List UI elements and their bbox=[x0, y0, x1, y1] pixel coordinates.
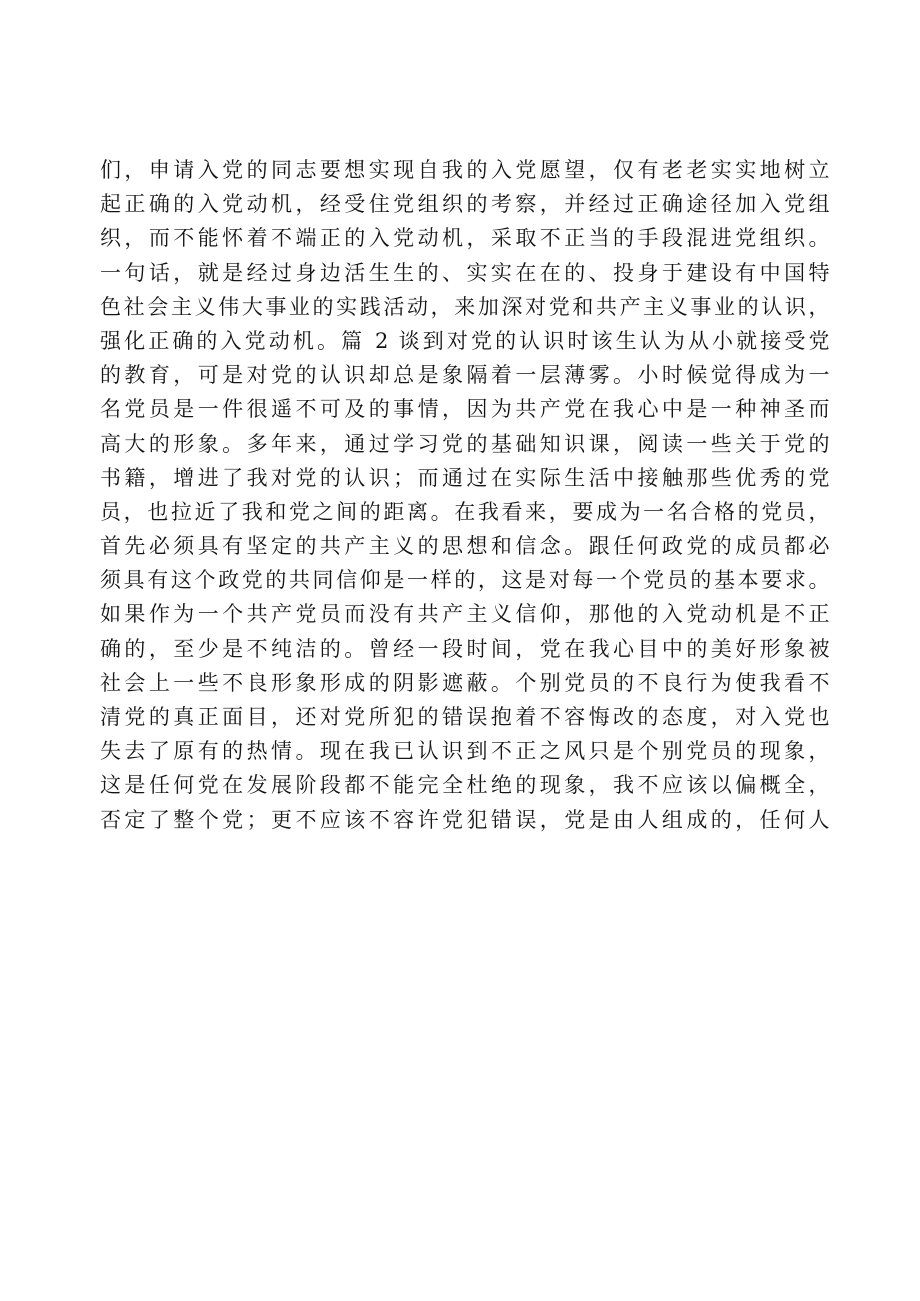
text-line: 确的，至少是不纯洁的。曾经一段时间，党在我心目中的美好形象被 bbox=[100, 636, 830, 661]
text-line: 织，而不能怀着不端正的入党动机，采取不正当的手段混进党组织。 bbox=[100, 226, 830, 251]
text-line: 起正确的入党动机，经受住党组织的考察，并经过正确途径加入党组 bbox=[100, 192, 830, 217]
text-line: 书籍，增进了我对党的认识；而通过在实际生活中接触那些优秀的党 bbox=[100, 465, 830, 490]
text-line: 首先必须具有坚定的共产主义的思想和信念。跟任何政党的成员都必 bbox=[100, 534, 830, 559]
text-line: 员，也拉近了我和党之间的距离。在我看来，要成为一名合格的党员， bbox=[100, 499, 830, 524]
text-line: 们，申请入党的同志要想实现自我的入党愿望，仅有老老实实地树立 bbox=[100, 158, 830, 182]
text-line: 强化正确的入党动机。篇 2 谈到对党的认识时该生认为从小就接受党 bbox=[100, 328, 830, 353]
text-line: 失去了原有的热情。现在我已认识到不正之风只是个别党员的现象， bbox=[100, 739, 830, 764]
text-line: 否定了整个党；更不应该不容许党犯错误，党是由人组成的，任何人 bbox=[100, 807, 830, 832]
text-line: 的教育，可是对党的认识却总是象隔着一层薄雾。小时候觉得成为一 bbox=[100, 363, 830, 388]
text-line: 高大的形象。多年来，通过学习党的基础知识课，阅读一些关于党的 bbox=[100, 431, 830, 456]
body-text bbox=[100, 153, 830, 837]
text-line: 清党的真正面目，还对党所犯的错误抱着不容悔改的态度，对入党也 bbox=[100, 705, 830, 729]
text-line: 社会上一些不良形象形成的阴影遮蔽。个别党员的不良行为使我看不 bbox=[100, 670, 830, 695]
text-line: 如果作为一个共产党员而没有共产主义信仰，那他的入党动机是不正 bbox=[100, 602, 830, 627]
text-line: 一句话，就是经过身边活生生的、实实在在的、投身于建设有中国特 bbox=[100, 260, 830, 285]
text-line: 这是任何党在发展阶段都不能完全杜绝的现象，我不应该以偏概全， bbox=[100, 773, 830, 798]
text-line: 须具有这个政党的共同信仰是一样的，这是对每一个党员的基本要求。 bbox=[100, 568, 830, 593]
text-line: 名党员是一件很遥不可及的事情，因为共产党在我心中是一种神圣而 bbox=[100, 397, 830, 422]
text-line: 色社会主义伟大事业的实践活动，来加深对党和共产主义事业的认识， bbox=[100, 294, 830, 319]
